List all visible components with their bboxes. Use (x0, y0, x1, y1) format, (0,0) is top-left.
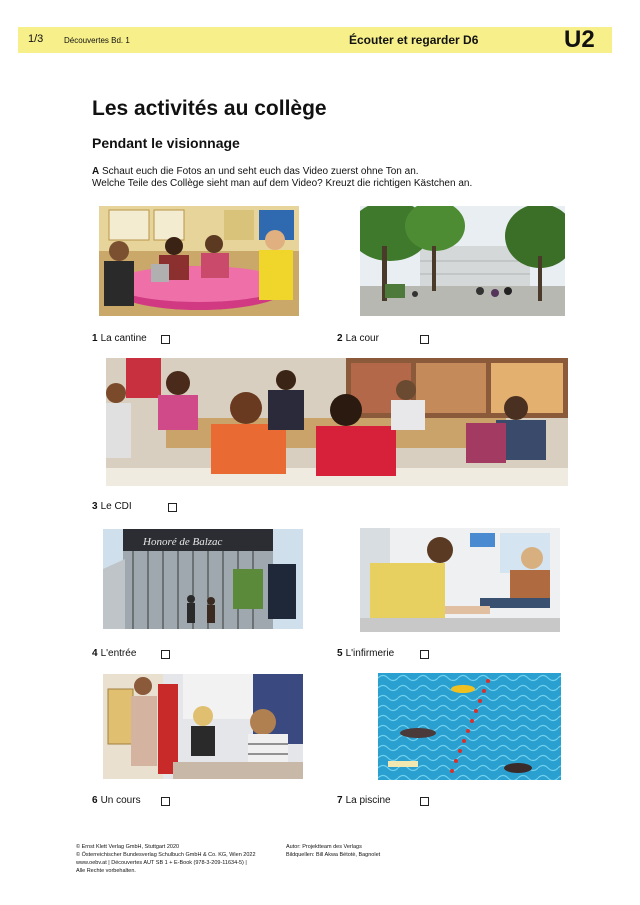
item-1-checkbox[interactable] (161, 335, 170, 344)
entrance-sign-text: Honoré de Balzac (143, 536, 223, 548)
header-bar (18, 27, 612, 53)
item-6-checkbox[interactable] (161, 797, 170, 806)
photo-cdi (106, 358, 568, 486)
page-title: Les activités au collège (92, 97, 327, 120)
item-2-checkbox[interactable] (420, 335, 429, 344)
photo-entree (103, 529, 303, 629)
section-title: Écouter et regarder D6 (349, 33, 479, 47)
page-subtitle: Pendant le visionnage (92, 135, 240, 151)
photo-piscine (378, 673, 561, 780)
item-4-caption: 4 L'entrée (92, 648, 137, 659)
photo-cours (103, 674, 303, 779)
item-3-caption: 3 Le CDI (92, 501, 132, 512)
item-5-caption: 5 L'infirmerie (337, 648, 395, 659)
page-indicator: 1/3 (28, 33, 44, 45)
photo-cantine (99, 206, 299, 316)
item-3-checkbox[interactable] (168, 503, 177, 512)
item-2-caption: 2 La cour (337, 333, 379, 344)
footer-copyright: © Ernst Klett Verlag GmbH, Stuttgart 2020 © Österreichischer Bundesverlag Schulbuch GmbH & Co. KG, Wien 2022 www.oebv.at | Découvertes AUT SB 1 + E-Book (978-3-209-11634-5) | Alle Rechte vorbehalten. (76, 844, 256, 874)
instructions-line-2: Welche Teile des Collège sieht man auf dem Video? Kreuzt die richtigen Kästchen an. (92, 178, 473, 189)
instructions-line-1: Schaut euch die Fotos an und seht euch das Video zuerst ohne Ton an. (102, 166, 419, 177)
unit-label: U2 (564, 26, 595, 53)
item-4-checkbox[interactable] (161, 650, 170, 659)
instructions-label: A (92, 166, 100, 177)
item-7-checkbox[interactable] (420, 797, 429, 806)
item-5-checkbox[interactable] (420, 650, 429, 659)
item-1-caption: 1 La cantine (92, 333, 147, 344)
book-title: Découvertes Bd. 1 (64, 36, 130, 45)
photo-cour (360, 206, 565, 316)
footer-credits: Autor: Projektteam des Verlags Bildquellen: Bill Akwa Bétotè, Bagnolet (286, 844, 381, 858)
item-6-caption: 6 Un cours (92, 795, 141, 806)
item-7-caption: 7 La piscine (337, 795, 391, 806)
photo-infirmerie (360, 528, 560, 632)
instructions (92, 166, 562, 190)
